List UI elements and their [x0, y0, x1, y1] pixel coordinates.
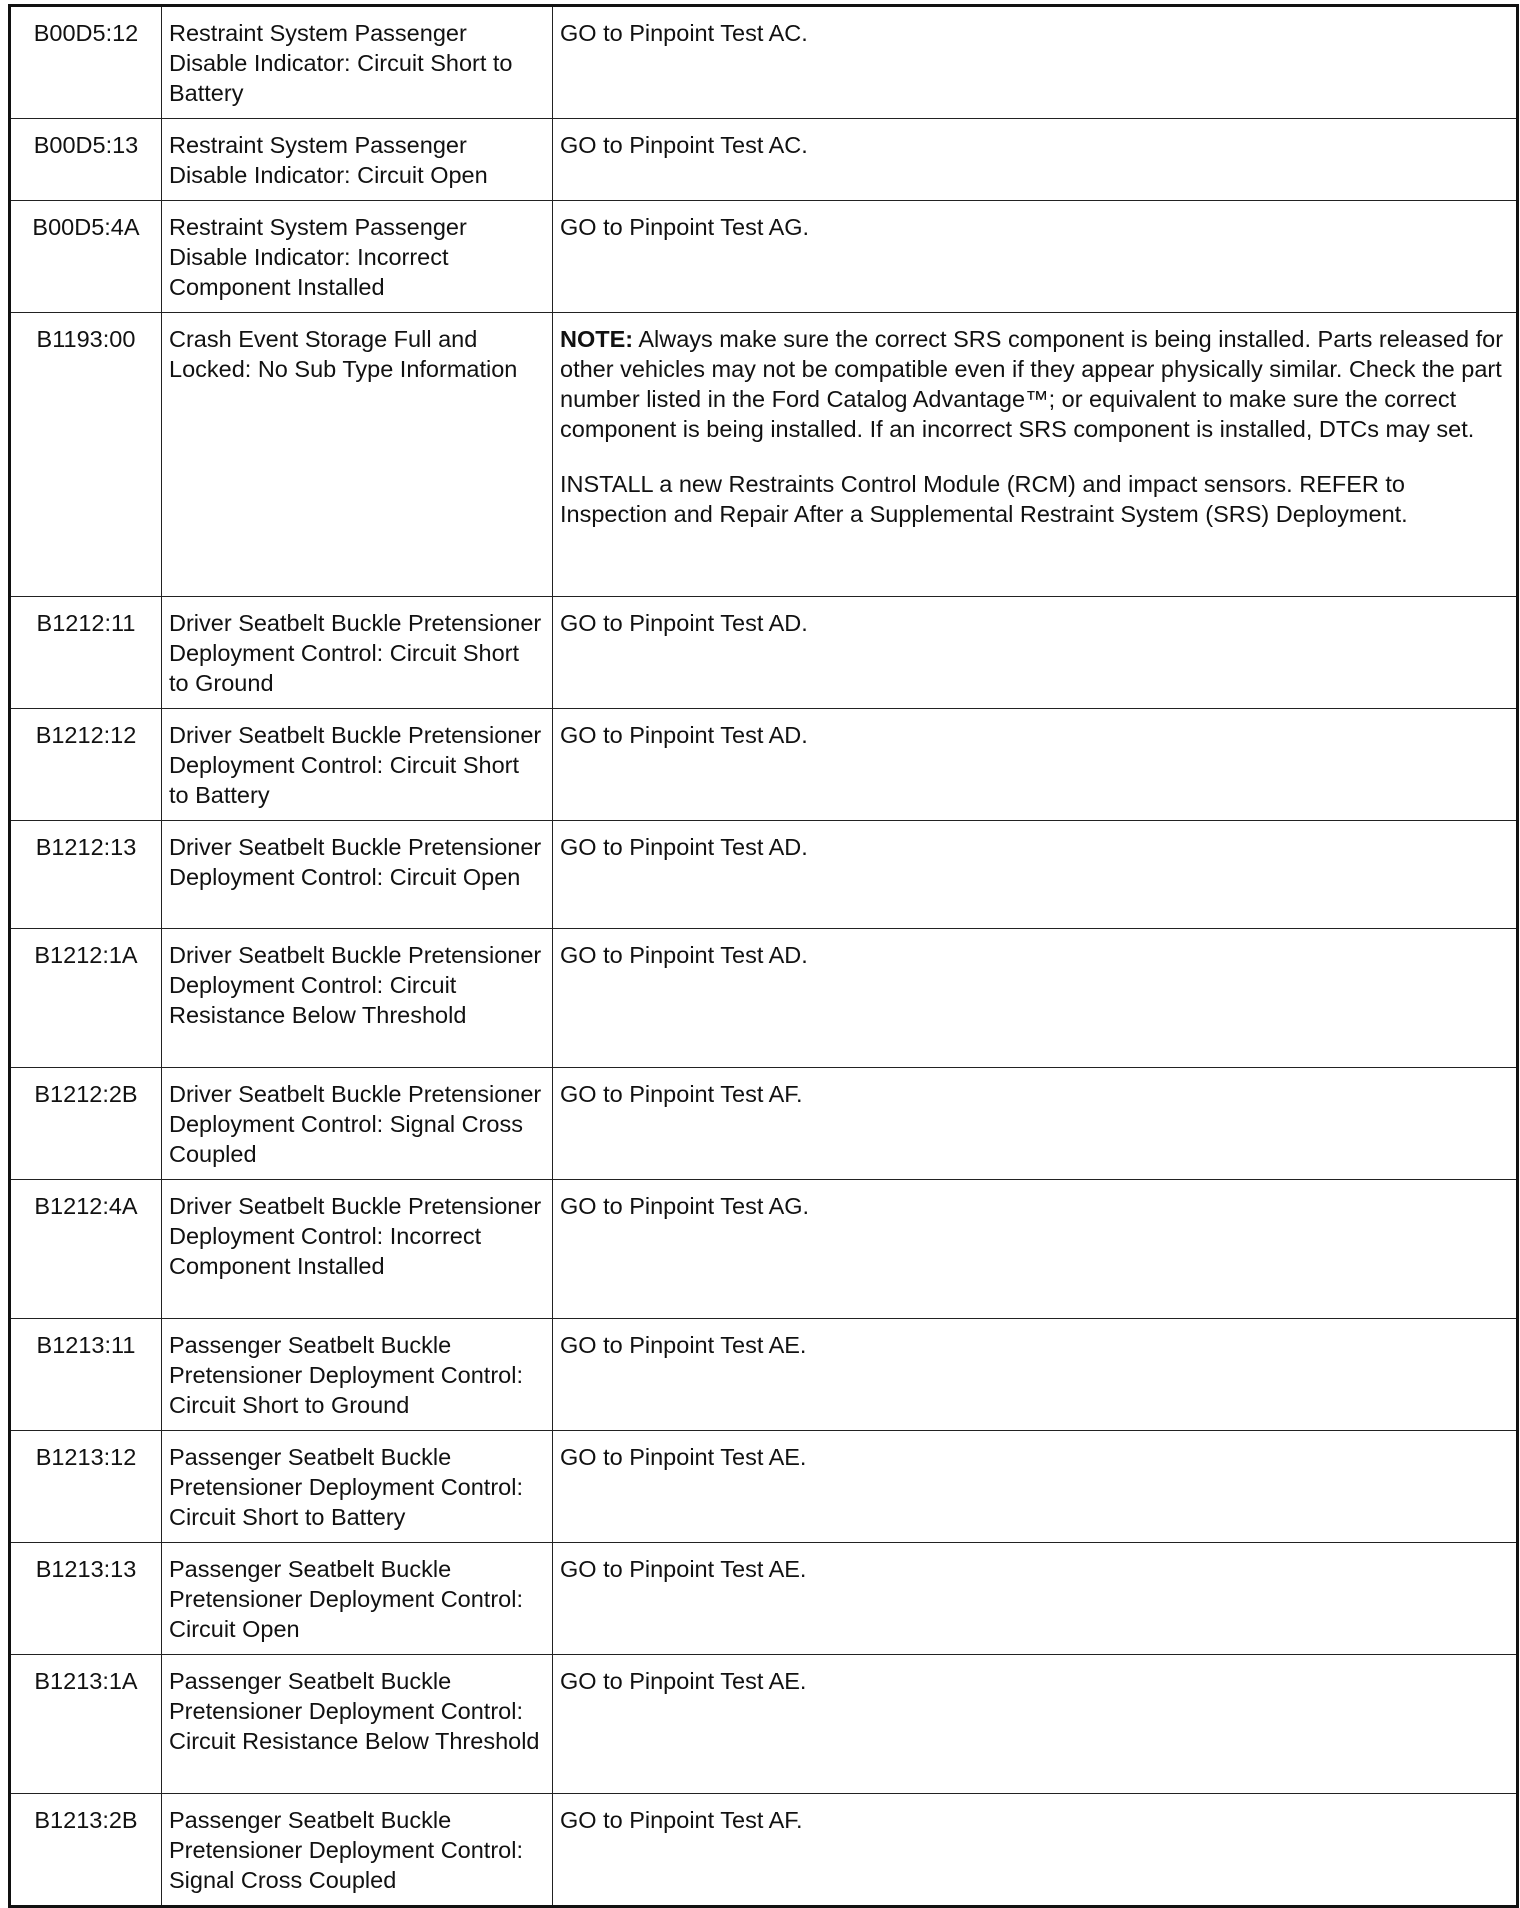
note-label: NOTE:: [560, 326, 634, 352]
dtc-code: B1212:4A: [10, 1180, 162, 1319]
note-text: Always make sure the correct SRS component is being installed. Parts released for other vehicles may not be compatible even if they appear physically similar. Check the part number listed in the Ford Catalog Advantage™; or equivalent to make sure the correct component is being installed. If an incorrect SRS component is installed, DTCs may set.: [560, 326, 1504, 442]
dtc-description: Passenger Seatbelt Buckle Pretensioner Deployment Control: Circuit Short to Battery: [162, 1431, 553, 1543]
dtc-table-body: [10, 6, 1518, 1907]
dtc-action: GO to Pinpoint Test AD.: [553, 597, 1518, 709]
table-row: [10, 313, 1518, 597]
dtc-action: GO to Pinpoint Test AE.: [553, 1655, 1518, 1794]
dtc-description: Restraint System Passenger Disable Indicator: Incorrect Component Installed: [162, 201, 553, 313]
dtc-description: Driver Seatbelt Buckle Pretensioner Deployment Control: Signal Cross Coupled: [162, 1068, 553, 1180]
dtc-description: Passenger Seatbelt Buckle Pretensioner Deployment Control: Circuit Resistance Below Threshold: [162, 1655, 553, 1794]
table-row: [10, 821, 1518, 929]
dtc-code: B00D5:4A: [10, 201, 162, 313]
dtc-code: B1212:13: [10, 821, 162, 929]
table-row: [10, 1543, 1518, 1655]
table-row: [10, 1180, 1518, 1319]
table-row: [10, 201, 1518, 313]
dtc-table: [8, 4, 1519, 1908]
dtc-action: INSTALL a new Restraints Control Module (RCM) and impact sensors. REFER to Inspection and Repair After a Supplemental Restraint System (SRS) Deployment.: [560, 471, 1408, 527]
dtc-description: Restraint System Passenger Disable Indicator: Circuit Short to Battery: [162, 6, 553, 119]
dtc-action: GO to Pinpoint Test AG.: [553, 201, 1518, 313]
table-row: [10, 6, 1518, 119]
dtc-code: B1213:11: [10, 1319, 162, 1431]
table-row: [10, 1431, 1518, 1543]
dtc-description: Driver Seatbelt Buckle Pretensioner Deployment Control: Circuit Short to Battery: [162, 709, 553, 821]
table-row: [10, 1794, 1518, 1907]
dtc-action: GO to Pinpoint Test AD.: [553, 709, 1518, 821]
dtc-action: GO to Pinpoint Test AE.: [553, 1543, 1518, 1655]
dtc-code: B1212:12: [10, 709, 162, 821]
dtc-action: GO to Pinpoint Test AD.: [553, 821, 1518, 929]
dtc-description: Restraint System Passenger Disable Indicator: Circuit Open: [162, 119, 553, 201]
table-row: [10, 1068, 1518, 1180]
dtc-code: B1213:1A: [10, 1655, 162, 1794]
table-row: [10, 597, 1518, 709]
dtc-action: GO to Pinpoint Test AC.: [553, 6, 1518, 119]
dtc-description: Driver Seatbelt Buckle Pretensioner Deployment Control: Circuit Short to Ground: [162, 597, 553, 709]
dtc-code: B1213:12: [10, 1431, 162, 1543]
dtc-code: B1212:1A: [10, 929, 162, 1068]
dtc-code: B1212:2B: [10, 1068, 162, 1180]
dtc-description: Passenger Seatbelt Buckle Pretensioner Deployment Control: Circuit Short to Ground: [162, 1319, 553, 1431]
table-row: [10, 1319, 1518, 1431]
note-paragraph: [560, 324, 1509, 444]
dtc-action: GO to Pinpoint Test AG.: [553, 1180, 1518, 1319]
dtc-action: GO to Pinpoint Test AE.: [553, 1431, 1518, 1543]
dtc-code: B1213:13: [10, 1543, 162, 1655]
dtc-action: GO to Pinpoint Test AE.: [553, 1319, 1518, 1431]
dtc-code: B1213:2B: [10, 1794, 162, 1907]
table-row: [10, 1655, 1518, 1794]
dtc-description: Driver Seatbelt Buckle Pretensioner Deployment Control: Incorrect Component Installed: [162, 1180, 553, 1319]
dtc-description: Driver Seatbelt Buckle Pretensioner Deployment Control: Circuit Resistance Below Threshold: [162, 929, 553, 1068]
dtc-code: B1212:11: [10, 597, 162, 709]
dtc-action: GO to Pinpoint Test AF.: [553, 1794, 1518, 1907]
table-row: [10, 119, 1518, 201]
dtc-code: B1193:00: [10, 313, 162, 597]
dtc-description: Driver Seatbelt Buckle Pretensioner Deployment Control: Circuit Open: [162, 821, 553, 929]
dtc-action: GO to Pinpoint Test AF.: [553, 1068, 1518, 1180]
table-row: [10, 709, 1518, 821]
dtc-description: Passenger Seatbelt Buckle Pretensioner Deployment Control: Circuit Open: [162, 1543, 553, 1655]
dtc-description: Crash Event Storage Full and Locked: No Sub Type Information: [162, 313, 553, 597]
dtc-description: Passenger Seatbelt Buckle Pretensioner Deployment Control: Signal Cross Coupled: [162, 1794, 553, 1907]
dtc-action: GO to Pinpoint Test AD.: [553, 929, 1518, 1068]
dtc-action: GO to Pinpoint Test AC.: [553, 119, 1518, 201]
dtc-code: B00D5:12: [10, 6, 162, 119]
dtc-code: B00D5:13: [10, 119, 162, 201]
table-row: [10, 929, 1518, 1068]
dtc-action-cell: [553, 313, 1518, 597]
